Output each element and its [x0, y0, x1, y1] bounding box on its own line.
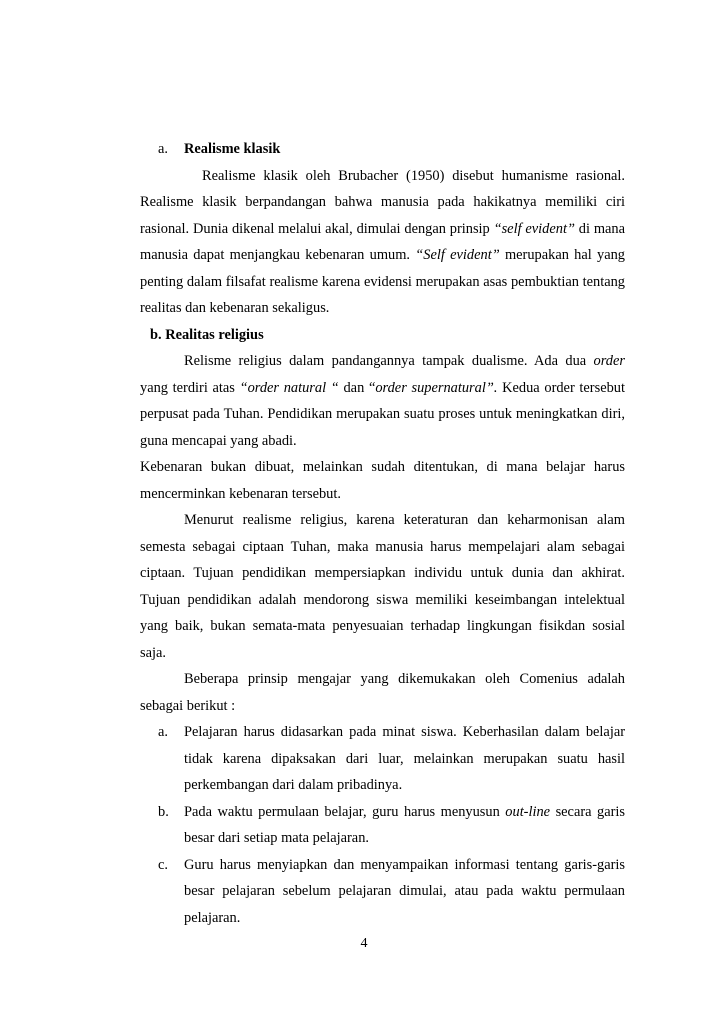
italic-term: out-line: [505, 803, 551, 820]
list-marker: c.: [158, 856, 168, 873]
italic-term: “order natural “: [239, 379, 339, 396]
list-item-text: secara garis besar dari setiap mata pelajaran.: [184, 803, 625, 846]
text-span: merupakan hal yang penting dalam filsafat realisme karena evidensi merupakan asas pembuktian tentang realitas dan kebenaran sekaligus.: [140, 247, 625, 316]
page-content: [140, 136, 625, 931]
list-item: [140, 799, 625, 852]
text-span: di mana manusia dapat menjangkau kebenaran umum.: [140, 220, 625, 263]
list-item: [140, 852, 625, 932]
list-item: [140, 719, 625, 799]
paragraph-comenius-intro: Beberapa prinsip mengajar yang dikemukakan oleh Comenius adalah sebagai berikut :: [140, 671, 625, 714]
text-span: Kedua order tersebut perpusat pada Tuhan. Pendidikan merupakan suatu proses untuk meningkatkan diri, guna mencapai yang abadi.: [140, 379, 625, 449]
italic-term: “Self evident”: [415, 247, 500, 263]
italic-term: “self evident”: [493, 220, 575, 237]
italic-term: order supernatural”.: [375, 379, 498, 396]
paragraph-religius-1: [140, 348, 625, 454]
heading-realisme-klasik: [140, 136, 625, 163]
heading-realitas-religius: b. Realitas religius: [150, 326, 264, 343]
heading-marker: a.: [158, 141, 168, 157]
list-marker: b.: [158, 803, 169, 820]
page-number: 4: [360, 936, 368, 951]
text-span: Relisme religius dalam pandangannya tampak dualisme. Ada dua: [184, 353, 594, 369]
italic-term: order: [593, 353, 625, 369]
heading-text: Realisme klasik: [184, 141, 281, 157]
paragraph-religius-2: Kebenaran bukan dibuat, melainkan sudah ditentukan, di mana belajar harus mencerminkan kebenaran tersebut.: [140, 459, 625, 502]
list-item-text: Pada waktu permulaan belajar, guru harus menyusun: [184, 803, 506, 820]
paragraph-religius-3: Menurut realisme religius, karena keteraturan dan keharmonisan alam semesta sebagai ciptaan Tuhan, maka manusia harus mempelajari alam sebagai ciptaan. Tujuan pendidikan mempersiapkan individu untuk dunia dan akhirat. Tujuan pendidikan adalah mendorong siswa memiliki keseimbangan intelektual yang baik, bukan semata-mata penyesuaian terhadap lingkungan fisikdan sosial saja.: [140, 512, 625, 661]
paragraph-realisme-klasik: [140, 163, 625, 322]
text-span: Realisme klasik oleh Brubacher (1950) disebut humanisme rasional. Realisme klasik berpandangan bahwa manusia pada hakikatnya memiliki ciri rasional. Dunia dikenal melalui akal, dimulai dengan prinsip: [140, 167, 625, 237]
list-item-text: Guru harus menyiapkan dan menyampaikan informasi tentang garis-garis besar pelajaran sebelum pelajaran dimulai, atau pada waktu permulaan pelajaran.: [184, 856, 625, 926]
principles-list: [140, 719, 625, 931]
text-span: yang terdiri atas: [140, 379, 240, 396]
text-span: dan “: [338, 379, 376, 396]
list-item-text: Pelajaran harus didasarkan pada minat siswa. Keberhasilan dalam belajar tidak karena dipaksakan dari luar, melainkan merupakan suatu hasil perkembangan dari dalam pribadinya.: [184, 724, 625, 793]
list-marker: a.: [158, 724, 168, 740]
